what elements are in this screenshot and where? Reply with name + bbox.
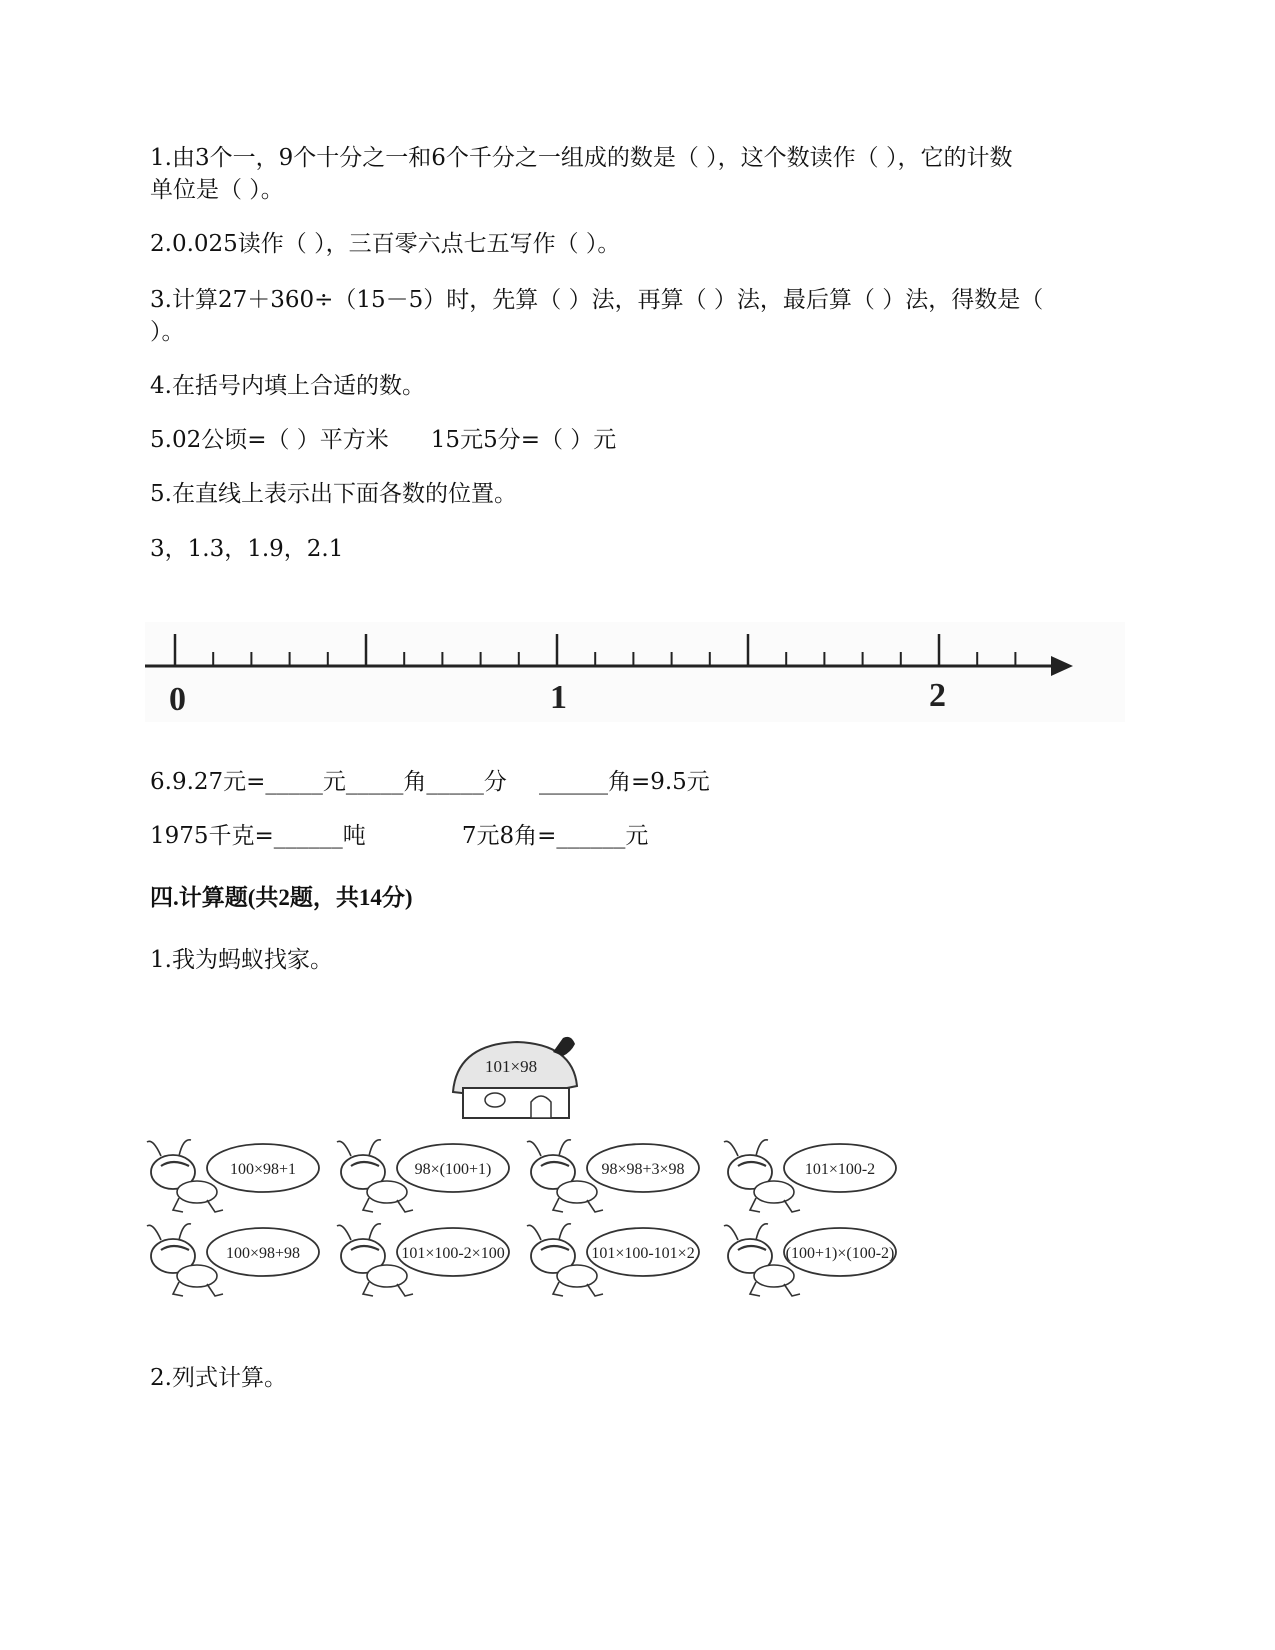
question-4: 4.在括号内填上合适的数。	[150, 373, 425, 399]
ant-antenna	[179, 1140, 191, 1156]
ant-leg	[750, 1198, 760, 1212]
ant-antenna	[369, 1224, 381, 1240]
ant-antenna	[179, 1224, 191, 1240]
number-line-figure	[145, 622, 1125, 722]
question-6-fill-c: 1975千克=______吨	[150, 823, 366, 849]
ant-antenna	[756, 1224, 768, 1240]
ant	[527, 1224, 699, 1296]
ant-leg	[587, 1200, 603, 1212]
question-6-fill-d: 7元8角=______元	[461, 823, 649, 849]
ant-leg	[397, 1200, 413, 1212]
section-4-question-1: 1.我为蚂蚁找家。	[150, 947, 333, 973]
house-window	[485, 1093, 505, 1107]
question-5-numbers: 3，1.3，1.9，2.1	[150, 536, 344, 562]
ant-antenna	[337, 1141, 351, 1156]
ants-group	[147, 1140, 896, 1296]
number-line-label-1: 1	[550, 679, 567, 716]
ant-leg	[363, 1198, 373, 1212]
ant-leg	[587, 1284, 603, 1296]
question-2: 2.0.025读作（ ），三百零六点七五写作（ ）。	[150, 231, 621, 257]
question-6-row-2	[150, 820, 1130, 852]
ant-antenna	[369, 1140, 381, 1156]
question-3-line-1: 3.计算27＋360÷（15－5）时，先算（ ）法，再算（ ）法，最后算（ ）法，得数是（	[150, 287, 1044, 313]
ant-antenna	[756, 1140, 768, 1156]
section-4-question-2: 2.列式计算。	[150, 1365, 287, 1391]
ant-body	[177, 1181, 217, 1203]
ant-body	[177, 1265, 217, 1287]
house-expression: 101×98	[485, 1057, 538, 1076]
ant	[337, 1224, 509, 1296]
ant-leg	[784, 1284, 800, 1296]
house-wall	[463, 1088, 569, 1118]
section-4-heading: 四.计算题(共2题，共14分)	[150, 885, 413, 910]
question-4-fill-b: 15元5分=（ ）元	[430, 427, 617, 453]
number-line-label-2: 2	[929, 677, 946, 714]
ant-expression: 98×98+3×98	[601, 1161, 685, 1178]
ant	[147, 1140, 319, 1212]
ant-leg	[173, 1282, 183, 1296]
ant	[337, 1140, 509, 1212]
question-6-row-1	[150, 766, 1130, 798]
ant-body	[754, 1181, 794, 1203]
question-1-line-2: 单位是（ ）。	[150, 177, 284, 203]
ant	[147, 1224, 319, 1296]
ant-body	[754, 1265, 794, 1287]
ant-antenna	[147, 1141, 161, 1156]
ant-antenna	[527, 1141, 541, 1156]
ant-expression: 100×98+98	[225, 1245, 301, 1262]
question-6-fill-b: ______角=9.5元	[538, 769, 710, 795]
ant	[724, 1224, 896, 1296]
ant-antenna	[337, 1225, 351, 1240]
ant-body	[557, 1181, 597, 1203]
ant-body	[367, 1265, 407, 1287]
question-4-fill-a: 5.02公顷=（ ）平方米	[150, 427, 389, 453]
ant-antenna	[724, 1141, 738, 1156]
ant-antenna	[559, 1140, 571, 1156]
ant-body	[557, 1265, 597, 1287]
ant-expression: 100×98+1	[229, 1161, 297, 1178]
ant-expression: 101×100-2	[804, 1161, 876, 1178]
number-line-background	[145, 622, 1125, 722]
house-door	[531, 1096, 551, 1118]
ant-puzzle-figure	[145, 1030, 935, 1310]
ant-antenna	[147, 1225, 161, 1240]
question-1-line-1: 1.由3个一，9个十分之一和6个千分之一组成的数是（ ），这个数读作（ ），它的计数	[150, 145, 1013, 171]
ant-leg	[553, 1282, 563, 1296]
ant-leg	[173, 1198, 183, 1212]
number-line-label-0: 0	[169, 681, 186, 718]
ant-antenna	[724, 1225, 738, 1240]
house-chimney	[553, 1037, 575, 1056]
ant-body	[367, 1181, 407, 1203]
ant-leg	[207, 1284, 223, 1296]
ant-leg	[363, 1282, 373, 1296]
ant-antenna	[559, 1224, 571, 1240]
ant-leg	[750, 1282, 760, 1296]
ant-expression: (100+1)×(100-2)	[785, 1245, 895, 1262]
ant	[724, 1140, 896, 1212]
ant-leg	[207, 1200, 223, 1212]
ant-expression: 101×100-2×100	[401, 1245, 505, 1262]
question-4-fill-row	[150, 424, 1130, 456]
ant-expression: 101×100-101×2	[591, 1245, 695, 1262]
ant	[527, 1140, 699, 1212]
ant-leg	[553, 1198, 563, 1212]
ant-expression: 98×(100+1)	[414, 1161, 492, 1178]
question-5: 5.在直线上表示出下面各数的位置。	[150, 481, 517, 507]
mushroom-house	[453, 1037, 577, 1118]
question-3-line-2: ）。	[150, 319, 185, 345]
ant-antenna	[527, 1225, 541, 1240]
question-6-fill-a: 6.9.27元=_____元_____角_____分	[150, 769, 507, 795]
ant-leg	[784, 1200, 800, 1212]
ant-leg	[397, 1284, 413, 1296]
